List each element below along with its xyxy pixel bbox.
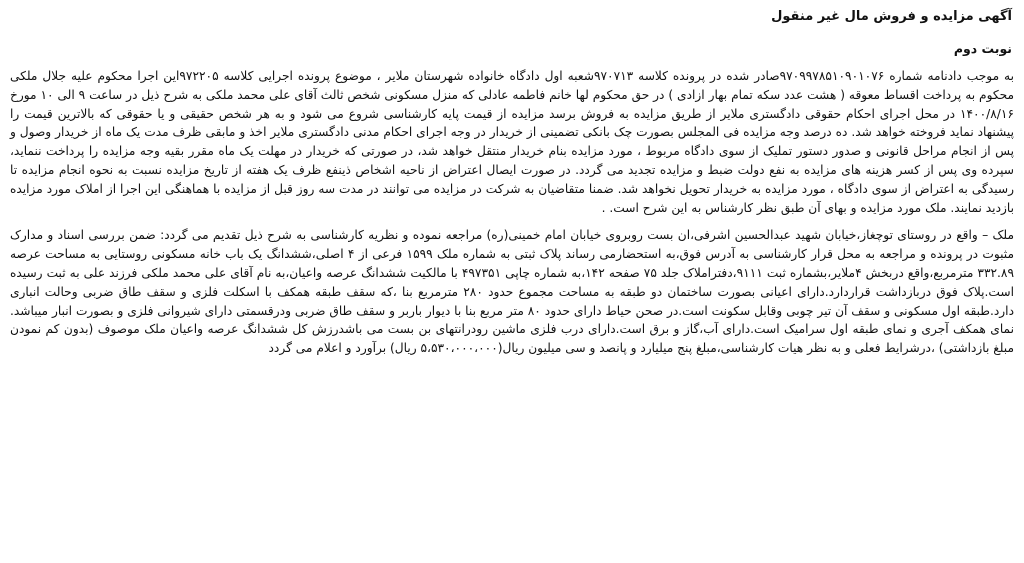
notice-round: نوبت دوم bbox=[953, 41, 1012, 56]
notice-paragraph-property: ملک – واقع در روستای توچغاز،خیابان شهید عبدالحسین اشرفی،ان بست روبروی خیابان امام خمینی(ره) مراجعه نموده و نظریه کارشناسی به شرح ذیل تقدیم می گردد: ضمن بررسی اسناد و مدارک مثبوت در پرونده و مراجعه به محل قرار کارشناسی به آدرس فوق،به استحضارمی رساند پلاک ثبتی به شماره ملک ۱۵۹۹ فرعی از ۴ اصلی،ششدانگ یک باب خانه مسکونی روستایی به مساحت عرصه ۳۳۲.۸۹ مترمربع،واقع دربخش ۴ملایر،بشماره ثبت ۹۱۱۱،دفتراملاک جلد ۷۵ صفحه ۱۴۲،به شماره چاپی ۴۹۷۳۵۱ با مالکیت ششدانگ عرصه واعیان،به نام آقای علی محمد ملکی فرزند علی به ثبت رسیده است.پلاک فوق دربازداشت قراردارد.دارای اعیانی بصورت ساختمان دو طبقه به مساحت مجموع حدود ۲۸۰ مترمربع بنا ،که سقف طبقه همکف با اسکلت فلزی و سقف طاق ضربی وحالت انباری دارد.طبقه اول مسکونی و سقف آن تیر چوبی وقابل سکونت است.در صحن حیاط دارای حدود ۸۰ متر مربع بنا با دیوار باربر و سقف طاق ضربی ودرقسمتی دارای شیروانی فلزی و بصورت انبار میباشد. نمای همکف آجری و نمای طبقه اول سرامیک است.دارای آب،گاز و برق است.دارای درب فلزی ماشین رودرانتهای بن بست می باشدرزش کل ششدانگ عرصه واعیان ملک موصوف (بدون کم نمودن مبلغ بازداشتی) ،درشرایط فعلی و به نظر هیات کارشناسی،مبلغ پنج میلیارد و پانصد و سی میلیون ریال(۵،۵۳۰،۰۰۰،۰۰۰ ریال) برآورد و اعلام می گردد bbox=[10, 228, 1015, 356]
notice-paragraph-terms: به موجب دادنامه شماره ۹۷۰۹۹۷۸۵۱۰۹۰۱۰۷۶صادر شده در پرونده کلاسه ۹۷۰۷۱۳شعبه اول دادگاه خانواده شهرستان ملایر ، موضوع پرونده اجرایی کلاسه ۹۷۲۲۰۵این اجرا محکوم علیه جلال ملکی محکوم به پرداخت اقساط معوقه ( هشت عدد سکه تمام بهار ازادی ) در حق محکوم لها خانم فاطمه عادلی که منزل مسکونی شخص ثالث آقای علی محمد ملکی به شرح ذیل در ساعت ۹ الی ۱۰ مورخ ۱۴۰۰/۸/۱۶ در محل اجرای احکام حقوقی دادگستری ملایر از طریق مزایده به فروش برسد مزایده از قیمت پایه کارشناسی شروع می شود و به هر شخص حقیقی و یا حقوقی که بالاترین قیمت را پیشنهاد نماید فروخته خواهد شد. ده درصد وجه مزایده فی المجلس بصورت چک بانکی تضمینی از خریدار در وجه اجرای احکام مدنی دادگستری ملایر اخذ و مابقی ظرف مدت یک ماه از خریدار وصول و پس از انجام مراحل قانونی و صدور دستور تملیک از سوی دادگاه مربوط ، مورد مزایده بنام خریدار منتقل خواهد شد، در صورتی که خریدار در مهلت یک ماه مقرر بقیه وجه مزایده را پرداخت ننماید، سپرده وی پس از کسر هزینه های مزایده به نفع دولت ضبط و مزایده تجدید می گردد. در صورت ایصال اعتراض از ناحیه اشخاص ذینفع ظرف یک هفته از تاریخ مزایده نسبت به نحوه انجام مزایده تا رسیدگی به اعتراض از سوی دادگاه ، مورد مزایده به خریدار تحویل نخواهد شد. ضمنا متقاضیان به شرکت در مزایده می توانند در مدت سه روز قبل از مزایده با هماهنگی این اجرا از املاک مورد مزایده بازدید نمایند. ملک مورد مزایده و بهای آن طبق نظر کارشناس به این شرح است. . bbox=[10, 69, 1014, 215]
notice-title: آگهی مزایده و فروش مال غیر منقول bbox=[771, 9, 1012, 24]
